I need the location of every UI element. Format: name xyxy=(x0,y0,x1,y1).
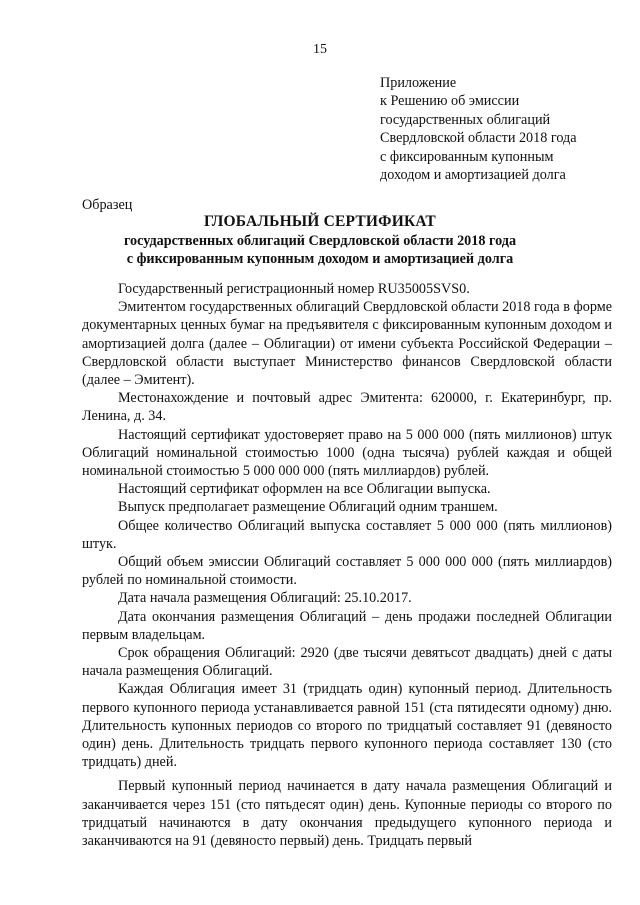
appendix-block xyxy=(380,74,620,184)
appendix-line: к Решению об эмиссии xyxy=(380,93,520,110)
paragraph-address: Местонахождение и почтовый адрес Эмитента: 620000, г. Екатеринбург, пр. Ленина, д. 34. xyxy=(82,390,612,425)
appendix-line: Приложение xyxy=(380,75,457,91)
paragraph-placement-end: Дата окончания размещения Облигаций – день продажи последней Облигации первым владельцам. xyxy=(82,608,612,643)
paragraph-issuer: Эмитентом государственных облигаций Свердловской области 2018 года в форме документарных ценных бумаг на предъявителя с фиксированным купонным доходом и амортизацией долга (далее – Облигации) от имени субъекта Российской Федерации – Свердловской области выступает Министерство финансов Свердловской области (далее – Эмитент). xyxy=(82,299,612,389)
certificate-title: ГЛОБАЛЬНЫЙ СЕРТИФИКАТ xyxy=(204,213,436,230)
paragraph-first-coupon-period: Первый купонный период начинается в дату начала размещения Облигаций и заканчивается через 151 (сто пятьдесят один) день. Купонные периоды со второго по тридцатый начинаются в дату окончания предыдущего купонного периода и заканчиваются на 91 (девяносто первый) день. Тридцать первый xyxy=(82,778,612,850)
appendix-line: доходом и амортизацией долга xyxy=(380,167,566,184)
paragraph-total-volume: Общий объем эмиссии Облигаций составляет 5 000 000 000 (пять миллиардов) рублей по номинальной стоимости. xyxy=(82,554,612,589)
paragraph-certificate-right: Настоящий сертификат удостоверяет право на 5 000 000 (пять миллионов) штук Облигаций номинальной стоимостью 1000 (одна тысяча) рублей каждая и общей номинальной стоимостью 5 000 000 000 (пять миллиардов) рублей. xyxy=(82,426,612,480)
paragraph-circulation-term: Срок обращения Облигаций: 2920 (две тысячи девятьсот двадцать) дней с даты начала размещения Облигаций. xyxy=(82,645,612,680)
certificate-body xyxy=(82,280,612,850)
paragraph-registration-number: Государственный регистрационный номер RU35005SVS0. xyxy=(118,281,470,297)
sample-label: Образец xyxy=(82,197,133,213)
paragraph-coupon-periods: Каждая Облигация имеет 31 (тридцать один) купонный период. Длительность первого купонного периода устанавливается равной 151 (ста пятидесяти одному) дню. Длительность купонных периодов со второго по тридцатый составляет 91 (девяносто один) день. Длительность тридцать первого купонного периода составляет 130 (сто тридцать) дней. xyxy=(82,681,612,771)
appendix-line: с фиксированным купонным xyxy=(380,148,554,165)
appendix-line: Свердловской области 2018 года xyxy=(380,130,577,147)
certificate-subtitle-line-1: государственных облигаций Свердловской области 2018 года xyxy=(123,233,517,249)
paragraph-tranche: Выпуск предполагает размещение Облигаций одним траншем. xyxy=(118,499,498,516)
paragraph-all-bonds: Настоящий сертификат оформлен на все Облигации выпуска. xyxy=(118,481,491,498)
page-number: 15 xyxy=(313,42,327,57)
paragraph-placement-start: Дата начала размещения Облигаций: 25.10.2017. xyxy=(118,590,412,607)
certificate-subtitle-line-2: с фиксированным купонным доходом и амортизацией долга xyxy=(126,251,514,267)
appendix-line: государственных облигаций xyxy=(380,111,551,128)
paragraph-total-quantity: Общее количество Облигаций выпуска составляет 5 000 000 (пять миллионов) штук. xyxy=(82,517,612,552)
